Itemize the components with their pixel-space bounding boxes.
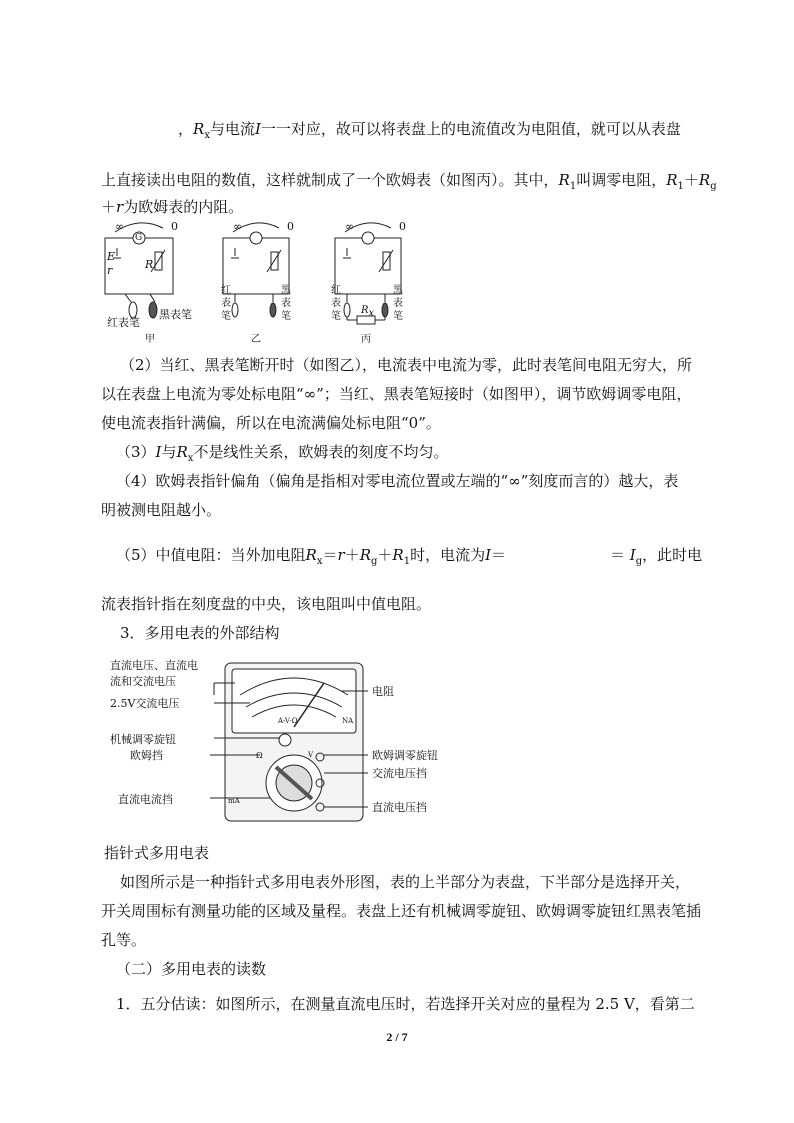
r1-symbol: R	[666, 171, 678, 189]
r1-sub: 1	[569, 181, 577, 192]
dial-unit-label: A-V-Ω	[278, 717, 298, 725]
r1-symbol: R	[558, 171, 570, 189]
text: ＝	[610, 546, 626, 564]
label-ohm-range: 欧姆挡	[130, 749, 163, 762]
para6-line1: 如图所示是一种指针式多用电表外形图，表的上半部分为表盘，下半部分是选择开关，	[120, 873, 691, 891]
current-symbol: I	[155, 443, 162, 461]
r1-symbol: R	[392, 546, 404, 564]
text: ，此时电	[642, 546, 703, 564]
rx-sub: x	[316, 556, 323, 567]
red-probe-vertical: 红表笔	[331, 285, 341, 322]
para1-line3	[101, 197, 243, 217]
omega-mark: Ω	[256, 751, 263, 760]
zero-label: 0	[171, 220, 178, 233]
meter-caption: 指针式多用电表	[104, 844, 210, 862]
rg-sub: g	[710, 181, 717, 192]
text: 时，电流为	[410, 546, 486, 564]
para4-line2: 明被测电阻越小。	[101, 501, 222, 519]
black-probe-label: 黑表笔	[159, 308, 192, 321]
black-probe-vertical: 黑表笔	[281, 285, 291, 322]
label-2-5v-ac: 2.5V交流电压	[110, 697, 180, 710]
r-label: r	[107, 264, 113, 277]
infinity-label: ∞	[345, 220, 355, 233]
text: 上直接读出电阻的数值，这样就制成了一个欧姆表（如图丙）。其中，	[101, 171, 559, 189]
current-symbol: I	[254, 120, 261, 138]
para3	[116, 442, 448, 469]
rg-symbol: R	[359, 546, 371, 564]
r-symbol: r	[337, 546, 345, 564]
text: ＝	[322, 546, 338, 564]
ig-sub: g	[635, 556, 643, 567]
label-mechanical-zero: 机械调零旋钮	[110, 733, 176, 746]
rx-symbol: R	[305, 546, 317, 564]
text: （3）	[116, 443, 156, 461]
para1-line2	[101, 170, 717, 197]
para5-line1	[116, 545, 506, 572]
text: 叫调零电阻，	[576, 171, 667, 189]
caption-c: 丙	[361, 334, 371, 345]
black-probe-vertical: 黑表笔	[393, 285, 403, 322]
label-dc-voltage-range: 直流电压挡	[372, 801, 427, 814]
red-probe-vertical: 红表笔	[221, 285, 231, 322]
para4-line1: （4）欧姆表指针偏角（偏角是指相对零电流位置或左端的“∞”刻度而言的）越大，表	[116, 472, 679, 490]
rg-symbol: R	[698, 171, 711, 189]
rx-symbol: R	[361, 305, 369, 316]
r1-sub: 1	[403, 556, 411, 567]
label-ohm-zero-knob: 欧姆调零旋钮	[372, 749, 438, 762]
caption-a: 甲	[145, 334, 155, 345]
text: 与	[161, 443, 177, 461]
label-resistance: 电阻	[372, 685, 394, 698]
emf-label: E	[107, 250, 116, 263]
section-heading: 3．多用电表的外部结构	[120, 624, 280, 642]
text: ＋	[377, 546, 393, 564]
rx-sub: x	[368, 308, 375, 319]
text: ＋	[344, 546, 360, 564]
R-label: R	[145, 258, 154, 271]
label-ac-voltage: 流和交流电压	[110, 675, 176, 688]
text: （5）中值电阻：当外加电阻	[116, 546, 306, 564]
ig-symbol: I	[629, 546, 636, 564]
ma-mark: mA	[228, 797, 240, 805]
v-mark: V	[308, 751, 314, 759]
zero-label: 0	[287, 220, 294, 233]
rx-symbol: R	[193, 120, 205, 138]
rg-sub: g	[370, 556, 378, 567]
para6-line2: 开关周围标有测量功能的区域及量程。表盘上还有机械调零旋钮、欧姆调零旋钮红黑表笔插	[101, 902, 702, 920]
text: ＋	[683, 171, 699, 189]
text: ＝	[491, 546, 507, 564]
para7: 1．五分估读：如图所示，在测量直流电压时，若选择开关对应的量程为 2.5 V，看第二	[116, 995, 695, 1013]
galvanometer-label: G	[135, 233, 143, 243]
red-probe-label: 红表笔	[107, 316, 140, 329]
para2-line2: 以在表盘上电流为零处标电阻“∞”；当红、黑表笔短接时（如图甲），调节欧姆调零电阻，	[101, 385, 692, 403]
para5-line2: 流表指针指在刻度盘的中央，该电阻叫中值电阻。	[101, 595, 432, 613]
infinity-label: ∞	[233, 220, 243, 233]
para5-line1-end	[610, 545, 702, 572]
text: ＋	[101, 198, 117, 216]
para6-line3: 孔等。	[101, 931, 147, 949]
rx-sub: x	[204, 130, 210, 141]
label-dc-current-range: 直流电流挡	[118, 793, 173, 806]
rx-label	[361, 304, 374, 320]
text: 与电流	[209, 120, 255, 138]
circuit-diagrams	[95, 220, 415, 345]
current-symbol: I	[485, 546, 492, 564]
text: 为欧姆表的内阻。	[123, 198, 244, 216]
para2-line3: 使电流表指针满偏，所以在电流满偏处标电阻“0”。	[101, 414, 441, 432]
text: 一一对应，故可以将表盘上的电流值改为电阻值，就可以从表盘	[260, 120, 681, 138]
multimeter-figure	[110, 655, 440, 830]
para2-line1: （2）当红、黑表笔断开时（如图乙），电流表中电流为零，此时表笔间电阻无穷大，所	[120, 356, 693, 374]
r1-sub: 1	[677, 181, 684, 192]
label-dc-voltage-current: 直流电压、直流电	[110, 659, 198, 672]
para1-line1: ，$R_x$与电流I一一对应，故可以将表盘上的电流值改为电阻值，就可以从表盘	[178, 120, 681, 141]
caption-b: 乙	[251, 334, 261, 345]
zero-label: 0	[399, 220, 406, 233]
dial-na-label: NA	[342, 717, 354, 725]
subheading: （二）多用电表的读数	[116, 960, 267, 978]
r-symbol: r	[116, 198, 124, 216]
rx-sub: x	[187, 453, 194, 464]
circuit-svg	[95, 220, 415, 345]
infinity-label: ∞	[115, 220, 125, 233]
page-number: 2 / 7	[386, 1030, 408, 1044]
text: 不是线性关系，欧姆表的刻度不均匀。	[193, 443, 449, 461]
rx-symbol: R	[176, 443, 188, 461]
label-ac-voltage-range: 交流电压挡	[372, 767, 427, 780]
